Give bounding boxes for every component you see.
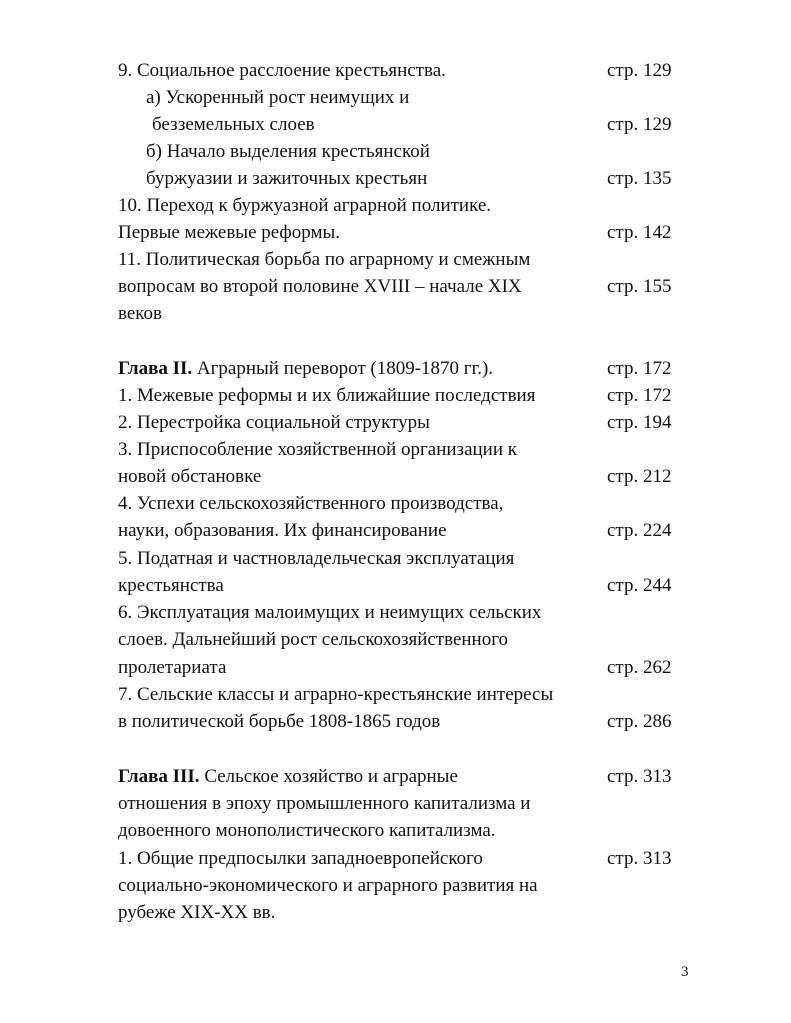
toc-entry-text: отношения в эпоху промышленного капитализма и bbox=[118, 793, 531, 814]
toc-entry-text: 1. Межевые реформы и их ближайшие последствия bbox=[118, 385, 536, 406]
toc-entry-text: 5. Податная и частновладельческая эксплуатация bbox=[118, 548, 515, 569]
toc-entry-text: буржуазии и зажиточных крестьян bbox=[146, 168, 428, 189]
toc-entry-text: слоев. Дальнейший рост сельскохозяйственного bbox=[118, 629, 509, 650]
toc-entry bbox=[0, 463, 791, 490]
toc-entry bbox=[0, 192, 791, 219]
toc-entry-page: стр. 172 bbox=[607, 358, 672, 379]
toc-entry bbox=[0, 872, 791, 899]
toc-entry-text: науки, образования. Их финансирование bbox=[118, 520, 447, 541]
chapter-title-line bbox=[0, 817, 791, 844]
toc-entry-text: крестьянства bbox=[118, 575, 224, 596]
toc-entry-page: стр. 129 bbox=[607, 114, 672, 135]
chapter-title-line bbox=[0, 790, 791, 817]
toc-entry bbox=[0, 517, 791, 544]
toc-entry-text: а) Ускоренный рост неимущих и bbox=[146, 87, 410, 108]
toc-entry-text: социально-экономического и аграрного развития на bbox=[118, 875, 538, 896]
chapter-heading bbox=[0, 763, 791, 790]
toc-entry bbox=[0, 681, 791, 708]
toc-entry bbox=[0, 165, 791, 192]
toc-entry bbox=[0, 57, 791, 84]
toc-entry-text: вопросам во второй половине XVIII – начале XIX bbox=[118, 276, 522, 297]
toc-entry-text: 9. Социальное расслоение крестьянства. bbox=[118, 60, 446, 81]
chapter-label: Глава III. bbox=[118, 766, 200, 787]
toc-entry-page: стр. 194 bbox=[607, 412, 672, 433]
chapter-heading-text bbox=[118, 355, 493, 382]
chapter-title: Аграрный переворот (1809-1870 гг.). bbox=[192, 358, 494, 379]
toc-entry-text: 1. Общие предпосылки западноевропейского bbox=[118, 848, 483, 869]
toc-entry-page: стр. 212 bbox=[607, 466, 672, 487]
toc-entry bbox=[0, 84, 791, 111]
chapter-title: Сельское хозяйство и аграрные bbox=[199, 766, 458, 787]
toc-entry bbox=[0, 436, 791, 463]
toc-entry bbox=[0, 708, 791, 735]
toc-entry bbox=[0, 138, 791, 165]
chapter-heading bbox=[0, 355, 791, 382]
toc-entry-text: 11. Политическая борьба по аграрному и смежным bbox=[118, 249, 531, 270]
toc-entry bbox=[0, 626, 791, 653]
toc-entry bbox=[0, 899, 791, 926]
toc-entry-text: Первые межевые реформы. bbox=[118, 222, 340, 243]
toc-entry bbox=[0, 599, 791, 626]
toc-entry-text: 3. Приспособление хозяйственной организации к bbox=[118, 439, 517, 460]
toc-entry-text: пролетариата bbox=[118, 657, 227, 678]
toc-entry-page: стр. 224 bbox=[607, 520, 672, 541]
toc-entry bbox=[0, 845, 791, 872]
toc-entry bbox=[0, 246, 791, 273]
toc-entry bbox=[0, 572, 791, 599]
toc-entry-page: стр. 155 bbox=[607, 276, 672, 297]
toc-entry-page: стр. 262 bbox=[607, 657, 672, 678]
toc-entry bbox=[0, 545, 791, 572]
toc-entry bbox=[0, 111, 791, 138]
chapter-heading-text bbox=[118, 763, 458, 790]
toc-entry-page: стр. 313 bbox=[607, 848, 672, 869]
toc-entry-page: стр. 286 bbox=[607, 711, 672, 732]
toc-entry bbox=[0, 273, 791, 300]
toc-entry-page: стр. 142 bbox=[607, 222, 672, 243]
toc-entry-page: стр. 313 bbox=[607, 766, 672, 787]
toc-entry-text: 10. Переход к буржуазной аграрной политике. bbox=[118, 195, 492, 216]
toc-entry-text: б) Начало выделения крестьянской bbox=[146, 141, 430, 162]
toc-entry bbox=[0, 219, 791, 246]
toc-entry-text: рубеже XIX-XX вв. bbox=[118, 902, 276, 923]
toc-entry-text: в политической борьбе 1808-1865 годов bbox=[118, 711, 441, 732]
toc-entry-text: 7. Сельские классы и аграрно-крестьянские интересы bbox=[118, 684, 554, 705]
toc-entry bbox=[0, 654, 791, 681]
toc-entry-text: веков bbox=[118, 303, 163, 324]
toc-entry-text: новой обстановке bbox=[118, 466, 262, 487]
toc-entry bbox=[0, 300, 791, 327]
page-number: 3 bbox=[681, 964, 689, 980]
toc-entry-page: стр. 244 bbox=[607, 575, 672, 596]
toc-entry-page: стр. 129 bbox=[607, 60, 672, 81]
toc-entry-text: 6. Эксплуатация малоимущих и неимущих сельских bbox=[118, 602, 542, 623]
toc-entry bbox=[0, 490, 791, 517]
toc-entry-text: 2. Перестройка социальной структуры bbox=[118, 412, 430, 433]
chapter-label: Глава II. bbox=[118, 358, 193, 379]
toc-entry-text: 4. Успехи сельскохозяйственного производства, bbox=[118, 493, 504, 514]
toc-entry bbox=[0, 382, 791, 409]
toc-entry-page: стр. 135 bbox=[607, 168, 672, 189]
toc-entry-page: стр. 172 bbox=[607, 385, 672, 406]
toc-entry-text: безземельных слоев bbox=[152, 114, 315, 135]
toc-entry-text: довоенного монополистического капитализма. bbox=[118, 820, 496, 841]
toc-entry bbox=[0, 409, 791, 436]
